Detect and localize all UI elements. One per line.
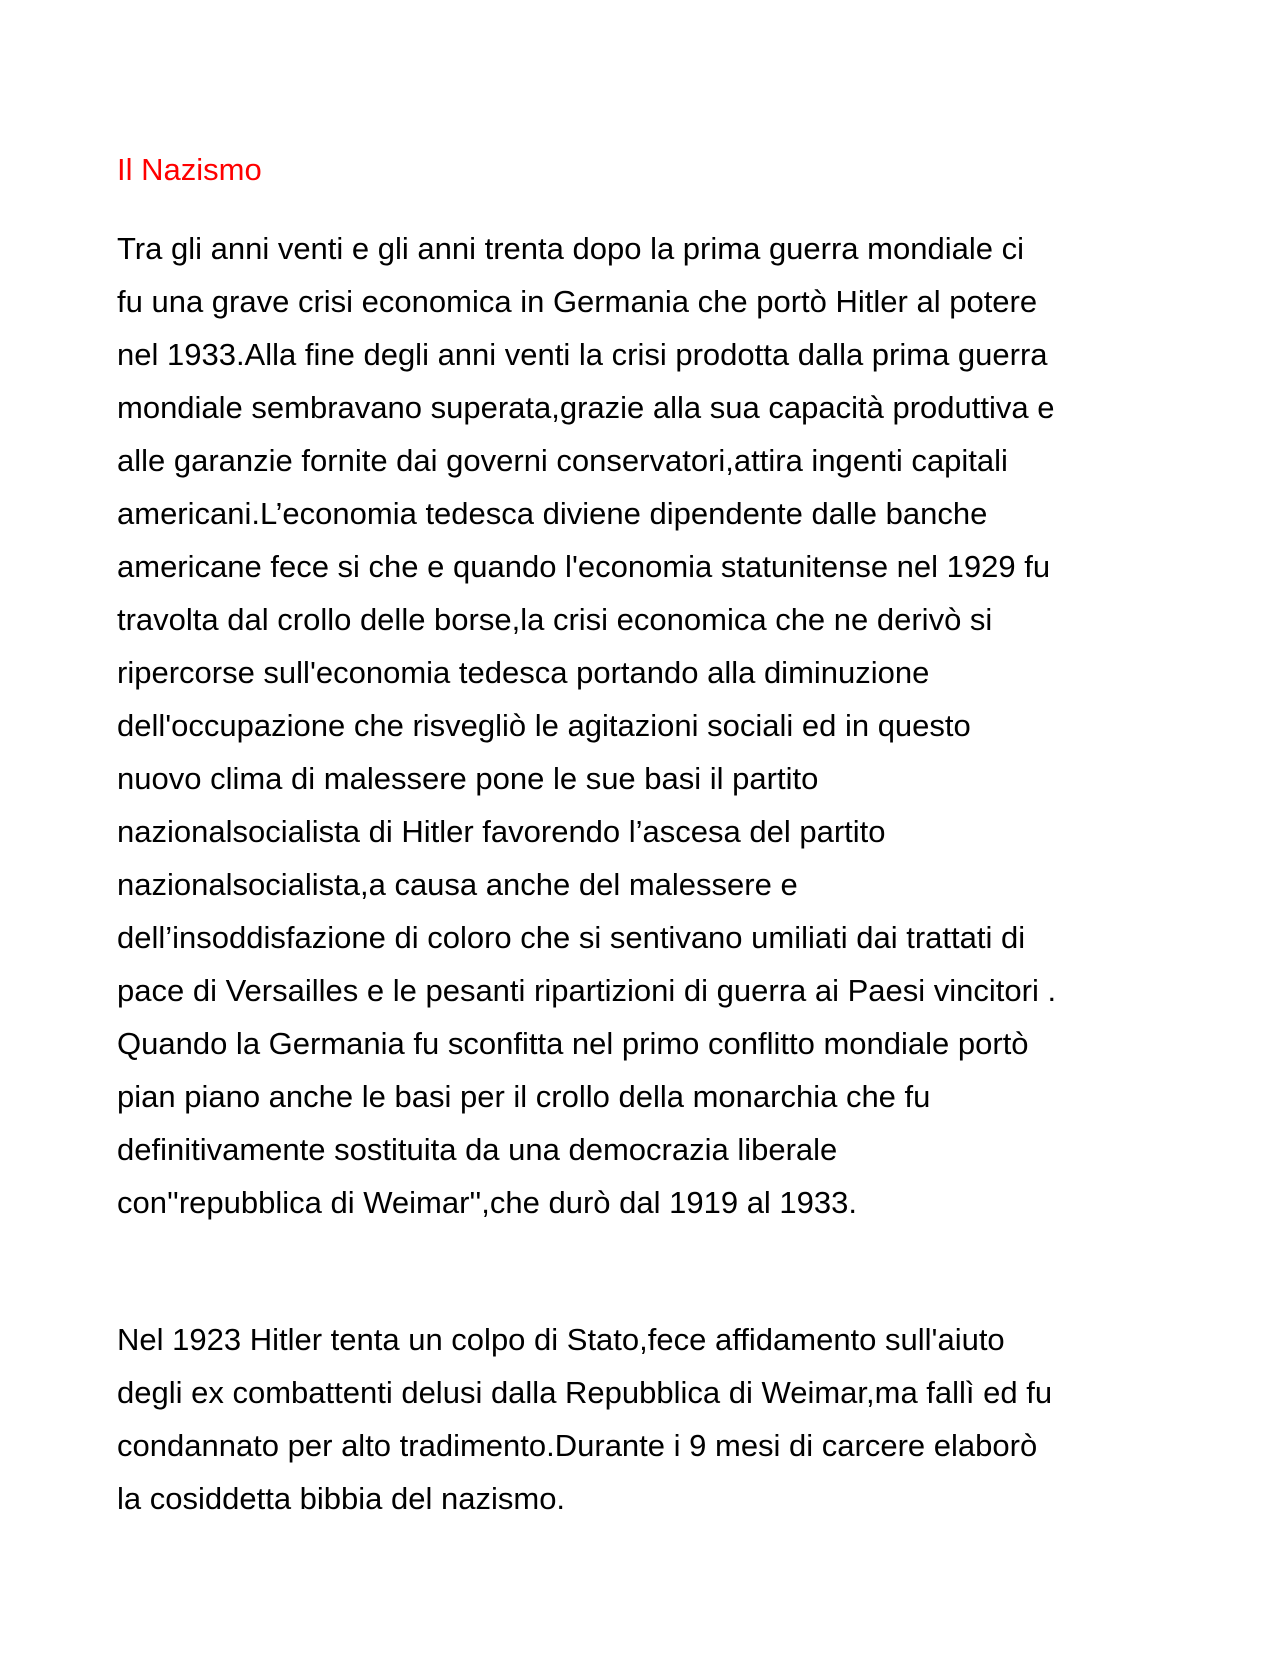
text-line: con''repubblica di Weimar'',che durò dal 1919 al 1933. — [117, 1185, 858, 1220]
text-line: ripercorse sull'economia tedesca portando alla diminuzione — [117, 655, 930, 690]
text-line: definitivamente sostituita da una democrazia liberale — [117, 1132, 838, 1167]
text-line: nuovo clima di malessere pone le sue basi il partito — [117, 761, 819, 796]
text-line: fu una grave crisi economica in Germania che portò Hitler al potere — [117, 284, 1038, 319]
text-line: degli ex combattenti delusi dalla Repubblica di Weimar,ma fallì ed fu — [117, 1375, 1053, 1410]
text-line: condannato per alto tradimento.Durante i 9 mesi di carcere elaborò — [117, 1428, 1038, 1463]
paragraph-2 — [117, 1313, 1052, 1525]
text-line: Nel 1923 Hitler tenta un colpo di Stato,fece affidamento sull'aiuto — [117, 1322, 1005, 1357]
paragraph-1 — [117, 222, 1056, 1229]
text-line: pace di Versailles e le pesanti ripartizioni di guerra ai Paesi vincitori . — [117, 973, 1057, 1008]
text-line: nazionalsocialista,a causa anche del malessere e — [117, 867, 798, 902]
text-line: travolta dal crollo delle borse,la crisi economica che ne derivò si — [117, 602, 993, 637]
text-line: nel 1933.Alla fine degli anni venti la crisi prodotta dalla prima guerra — [117, 337, 1048, 372]
text-line: pian piano anche le basi per il crollo della monarchia che fu — [117, 1079, 931, 1114]
text-line: nazionalsocialista di Hitler favorendo l’ascesa del partito — [117, 814, 886, 849]
text-line: dell’insoddisfazione di coloro che si sentivano umiliati dai trattati di — [117, 920, 1026, 955]
text-line: Quando la Germania fu sconfitta nel primo conflitto mondiale portò — [117, 1026, 1029, 1061]
text-line: alle garanzie fornite dai governi conservatori,attira ingenti capitali — [117, 443, 1008, 478]
text-line: americane fece si che e quando l'economia statunitense nel 1929 fu — [117, 549, 1051, 584]
text-line: mondiale sembravano superata,grazie alla sua capacità produttiva e — [117, 390, 1055, 425]
document-title: Il Nazismo — [117, 152, 262, 187]
text-line: americani.L’economia tedesca diviene dipendente dalle banche — [117, 496, 988, 531]
text-line: Tra gli anni venti e gli anni trenta dopo la prima guerra mondiale ci — [117, 231, 1024, 266]
text-line: la cosiddetta bibbia del nazismo. — [117, 1481, 566, 1516]
text-line: dell'occupazione che risvegliò le agitazioni sociali ed in questo — [117, 708, 971, 743]
